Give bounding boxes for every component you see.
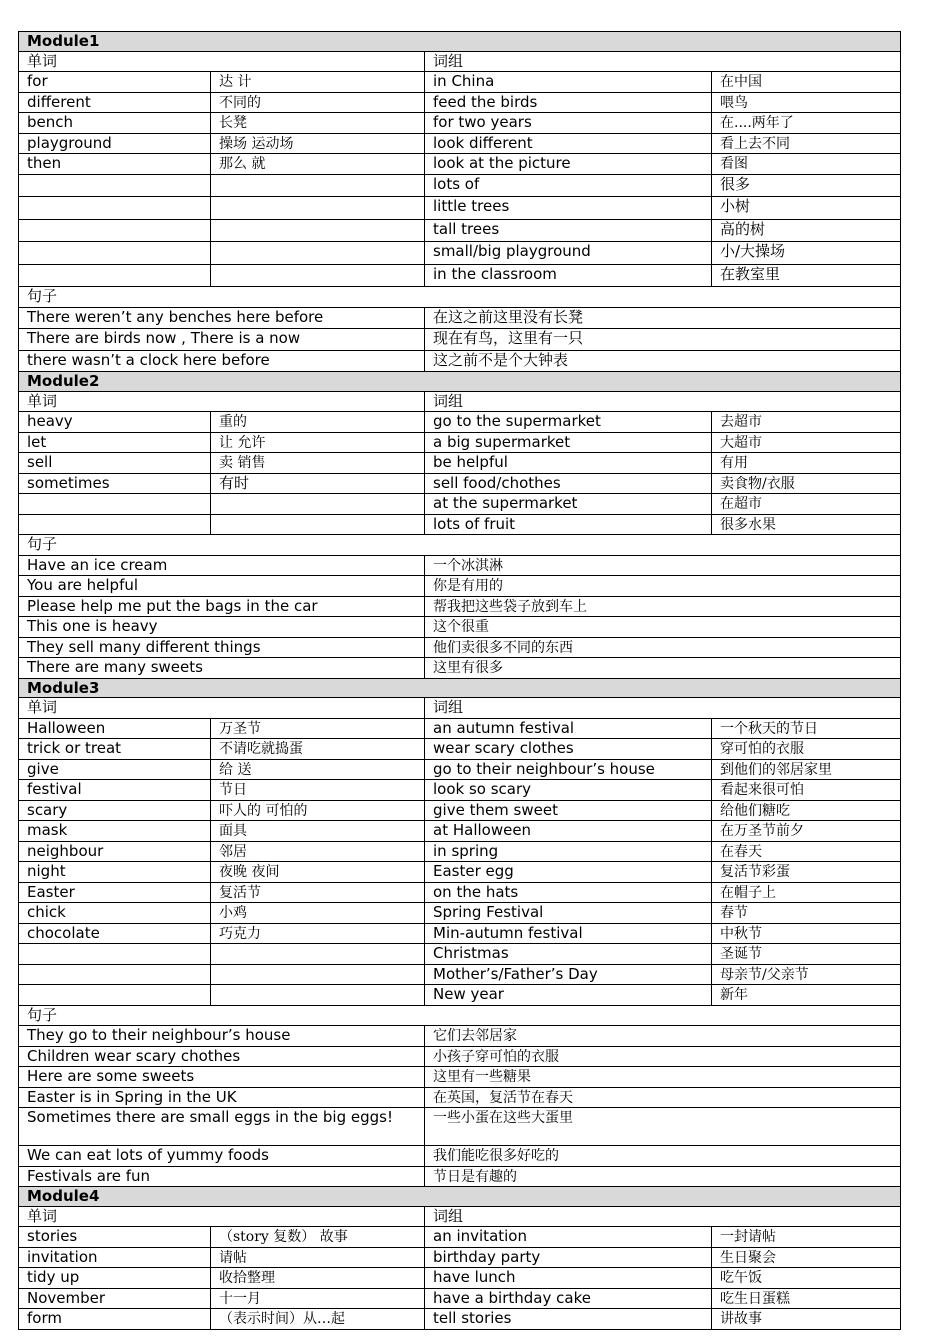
sentence-cn: 你是有用的: [425, 576, 901, 597]
vocab-row: [19, 821, 901, 842]
word-en: festival: [19, 780, 211, 801]
phrase-cn: 一封请帖: [712, 1227, 901, 1248]
sentence-en: There weren’t any benches here before: [19, 307, 425, 329]
sentence-en: Easter is in Spring in the UK: [19, 1087, 425, 1108]
sentence-cn: 这里有很多: [425, 658, 901, 679]
sentence-row: [19, 329, 901, 351]
vocab-row: [19, 514, 901, 535]
sentence-cn: 一个冰淇淋: [425, 555, 901, 576]
sentence-row: [19, 1087, 901, 1108]
phrase-en: tall trees: [425, 219, 712, 242]
phrase-en: give them sweet: [425, 800, 712, 821]
word-cn: [211, 197, 425, 220]
module-title: Module4: [19, 1187, 901, 1207]
word-cn: 邻居: [211, 841, 425, 862]
sentence-row: [19, 1166, 901, 1187]
phrase-en: an invitation: [425, 1227, 712, 1248]
word-en: [19, 985, 211, 1006]
word-en: then: [19, 154, 211, 175]
vocab-row: [19, 964, 901, 985]
vocab-row: [19, 841, 901, 862]
section-header: [19, 698, 901, 719]
sentence-row: [19, 1146, 901, 1167]
vocab-row: [19, 1268, 901, 1289]
sentence-cn: 这个很重: [425, 617, 901, 638]
phrase-cn: 很多: [712, 174, 901, 197]
phrase-en: little trees: [425, 197, 712, 220]
vocab-row: [19, 264, 901, 287]
phrase-cn: 吃生日蛋糕: [712, 1288, 901, 1309]
phrase-en: look different: [425, 133, 712, 154]
phrase-cn: 高的树: [712, 219, 901, 242]
vocab-row: [19, 242, 901, 265]
phrase-cn: 在万圣节前夕: [712, 821, 901, 842]
phrase-cn: 一个秋天的节日: [712, 718, 901, 739]
phrase-en: for two years: [425, 113, 712, 134]
phrase-en: lots of fruit: [425, 514, 712, 535]
word-en: bench: [19, 113, 211, 134]
phrase-cn: 卖食物/衣服: [712, 473, 901, 494]
word-en: November: [19, 1288, 211, 1309]
sentences-label: 句子: [19, 1005, 901, 1026]
word-en: [19, 174, 211, 197]
word-en: night: [19, 862, 211, 883]
phrase-cn: 喂鸟: [712, 92, 901, 113]
sentence-en: They go to their neighbour’s house: [19, 1026, 425, 1047]
word-cn: 巧克力: [211, 923, 425, 944]
phrase-en: wear scary clothes: [425, 739, 712, 760]
word-cn: （表示时间）从…起: [211, 1309, 425, 1330]
phrase-cn: 春节: [712, 903, 901, 924]
sentence-en: there wasn’t a clock here before: [19, 350, 425, 372]
word-cn: [211, 964, 425, 985]
word-en: [19, 219, 211, 242]
sentence-en: There are many sweets: [19, 658, 425, 679]
phrases-label: 词组: [425, 698, 901, 719]
phrase-en: sell food/chothes: [425, 473, 712, 494]
word-en: [19, 514, 211, 535]
word-cn: [211, 944, 425, 965]
word-cn: 有时: [211, 473, 425, 494]
phrase-cn: 讲故事: [712, 1309, 901, 1330]
phrase-en: tell stories: [425, 1309, 712, 1330]
vocab-row: [19, 133, 901, 154]
phrase-en: Christmas: [425, 944, 712, 965]
word-cn: 那么 就: [211, 154, 425, 175]
phrase-en: in China: [425, 72, 712, 93]
word-cn: 吓人的 可怕的: [211, 800, 425, 821]
sentence-row: [19, 555, 901, 576]
vocab-row: [19, 494, 901, 515]
word-en: Easter: [19, 882, 211, 903]
sentence-cn: 它们去邻居家: [425, 1026, 901, 1047]
sentence-cn: 这里有一些糖果: [425, 1067, 901, 1088]
word-cn: 重的: [211, 412, 425, 433]
vocab-row: [19, 944, 901, 965]
vocab-row: [19, 174, 901, 197]
vocabulary-table: [18, 31, 901, 1330]
phrase-cn: 在帽子上: [712, 882, 901, 903]
word-cn: 复活节: [211, 882, 425, 903]
word-cn: 节日: [211, 780, 425, 801]
vocab-row: [19, 882, 901, 903]
sentence-cn: 在这之前这里没有长凳: [425, 307, 901, 329]
vocab-row: [19, 1227, 901, 1248]
phrase-cn: 生日聚会: [712, 1247, 901, 1268]
sentence-row: [19, 350, 901, 372]
section-header: [19, 1206, 901, 1227]
vocab-row: [19, 412, 901, 433]
word-cn: 让 允许: [211, 432, 425, 453]
word-cn: （story 复数） 故事: [211, 1227, 425, 1248]
sentence-row: [19, 1046, 901, 1067]
phrase-cn: 看起来很可怕: [712, 780, 901, 801]
phrase-cn: 到他们的邻居家里: [712, 759, 901, 780]
module-title: Module1: [19, 32, 901, 52]
phrase-en: Min-autumn festival: [425, 923, 712, 944]
sentences-label: 句子: [19, 535, 901, 556]
phrase-cn: 很多水果: [712, 514, 901, 535]
word-en: trick or treat: [19, 739, 211, 760]
word-cn: 不请吃就捣蛋: [211, 739, 425, 760]
phrases-label: 词组: [425, 51, 901, 72]
word-cn: 万圣节: [211, 718, 425, 739]
word-en: stories: [19, 1227, 211, 1248]
phrase-cn: 小树: [712, 197, 901, 220]
phrase-cn: 在教室里: [712, 264, 901, 287]
phrase-en: a big supermarket: [425, 432, 712, 453]
word-cn: [211, 219, 425, 242]
word-en: form: [19, 1309, 211, 1330]
vocab-row: [19, 154, 901, 175]
sentence-en: This one is heavy: [19, 617, 425, 638]
sentence-en: Sometimes there are small eggs in the big eggs!: [19, 1108, 425, 1146]
sentence-row: [19, 576, 901, 597]
module-header: [19, 32, 901, 52]
word-en: [19, 242, 211, 265]
word-en: mask: [19, 821, 211, 842]
word-en: [19, 944, 211, 965]
word-cn: [211, 494, 425, 515]
sentence-en: Here are some sweets: [19, 1067, 425, 1088]
vocab-row: [19, 985, 901, 1006]
phrase-en: go to the supermarket: [425, 412, 712, 433]
sentence-cn: 他们卖很多不同的东西: [425, 637, 901, 658]
phrase-en: in spring: [425, 841, 712, 862]
word-en: tidy up: [19, 1268, 211, 1289]
phrase-en: look at the picture: [425, 154, 712, 175]
phrase-cn: 新年: [712, 985, 901, 1006]
vocab-row: [19, 1288, 901, 1309]
word-en: give: [19, 759, 211, 780]
sentence-row: [19, 637, 901, 658]
word-cn: [211, 264, 425, 287]
sentence-row: [19, 617, 901, 638]
phrase-cn: 在春天: [712, 841, 901, 862]
module-title: Module2: [19, 372, 901, 392]
sentence-cn: 节日是有趣的: [425, 1166, 901, 1187]
phrases-label: 词组: [425, 391, 901, 412]
phrase-en: at Halloween: [425, 821, 712, 842]
vocab-row: [19, 1247, 901, 1268]
sentence-en: You are helpful: [19, 576, 425, 597]
word-en: different: [19, 92, 211, 113]
vocab-row: [19, 72, 901, 93]
phrase-cn: 复活节彩蛋: [712, 862, 901, 883]
word-cn: 十一月: [211, 1288, 425, 1309]
sentence-en: They sell many different things: [19, 637, 425, 658]
word-cn: 操场 运动场: [211, 133, 425, 154]
vocab-row: [19, 219, 901, 242]
word-en: [19, 264, 211, 287]
sentences-label: 句子: [19, 287, 901, 308]
module-title: Module3: [19, 678, 901, 698]
vocab-row: [19, 800, 901, 821]
word-en: sell: [19, 453, 211, 474]
sentence-en: Please help me put the bags in the car: [19, 596, 425, 617]
phrase-cn: 看图: [712, 154, 901, 175]
phrases-label: 词组: [425, 1206, 901, 1227]
sentence-cn: 现在有鸟，这里有一只: [425, 329, 901, 351]
vocab-row: [19, 903, 901, 924]
section-header: [19, 51, 901, 72]
word-cn: 面具: [211, 821, 425, 842]
phrase-en: an autumn festival: [425, 718, 712, 739]
word-cn: 卖 销售: [211, 453, 425, 474]
vocab-row: [19, 197, 901, 220]
phrase-en: Easter egg: [425, 862, 712, 883]
word-en: playground: [19, 133, 211, 154]
word-cn: 长凳: [211, 113, 425, 134]
words-label: 单词: [19, 698, 425, 719]
word-cn: 请帖: [211, 1247, 425, 1268]
phrase-cn: 在中国: [712, 72, 901, 93]
section-header: [19, 391, 901, 412]
module-header: [19, 1187, 901, 1207]
phrase-en: New year: [425, 985, 712, 1006]
vocab-row: [19, 759, 901, 780]
phrase-cn: 吃午饭: [712, 1268, 901, 1289]
phrase-en: on the hats: [425, 882, 712, 903]
word-cn: [211, 242, 425, 265]
phrase-cn: 圣诞节: [712, 944, 901, 965]
word-en: sometimes: [19, 473, 211, 494]
phrase-en: be helpful: [425, 453, 712, 474]
phrase-cn: 给他们糖吃: [712, 800, 901, 821]
phrase-cn: 中秋节: [712, 923, 901, 944]
word-cn: 小鸡: [211, 903, 425, 924]
phrase-cn: 去超市: [712, 412, 901, 433]
phrase-cn: 穿可怕的衣服: [712, 739, 901, 760]
phrase-en: feed the birds: [425, 92, 712, 113]
sentence-en: There are birds now , There is a now: [19, 329, 425, 351]
word-en: for: [19, 72, 211, 93]
phrase-en: small/big playground: [425, 242, 712, 265]
word-en: Halloween: [19, 718, 211, 739]
vocab-row: [19, 432, 901, 453]
sentence-en: We can eat lots of yummy foods: [19, 1146, 425, 1167]
phrase-cn: 在超市: [712, 494, 901, 515]
word-cn: [211, 985, 425, 1006]
word-cn: 给 送: [211, 759, 425, 780]
phrase-en: birthday party: [425, 1247, 712, 1268]
word-en: scary: [19, 800, 211, 821]
sentence-cn: 帮我把这些袋子放到车上: [425, 596, 901, 617]
word-cn: [211, 514, 425, 535]
sentence-cn: 我们能吃很多好吃的: [425, 1146, 901, 1167]
sentence-en: Festivals are fun: [19, 1166, 425, 1187]
phrase-en: at the supermarket: [425, 494, 712, 515]
sentence-row: [19, 596, 901, 617]
vocab-row: [19, 739, 901, 760]
vocab-row: [19, 923, 901, 944]
vocab-row: [19, 862, 901, 883]
word-en: chick: [19, 903, 211, 924]
vocab-row: [19, 718, 901, 739]
vocab-row: [19, 473, 901, 494]
phrase-cn: 大超市: [712, 432, 901, 453]
sentence-row: [19, 1108, 901, 1146]
phrase-cn: 小/大操场: [712, 242, 901, 265]
phrase-cn: 母亲节/父亲节: [712, 964, 901, 985]
word-en: chocolate: [19, 923, 211, 944]
word-en: neighbour: [19, 841, 211, 862]
sentences-header: [19, 1005, 901, 1026]
word-cn: 达 计: [211, 72, 425, 93]
vocab-row: [19, 113, 901, 134]
phrase-cn: 看上去不同: [712, 133, 901, 154]
sentence-row: [19, 307, 901, 329]
vocab-row: [19, 1309, 901, 1330]
sentence-row: [19, 1067, 901, 1088]
sentence-cn: 这之前不是个大钟表: [425, 350, 901, 372]
word-en: heavy: [19, 412, 211, 433]
module-header: [19, 372, 901, 392]
phrase-en: have lunch: [425, 1268, 712, 1289]
sentence-cn: 在英国，复活节在春天: [425, 1087, 901, 1108]
phrase-en: go to their neighbour’s house: [425, 759, 712, 780]
module-header: [19, 678, 901, 698]
words-label: 单词: [19, 391, 425, 412]
words-label: 单词: [19, 1206, 425, 1227]
vocab-row: [19, 780, 901, 801]
phrase-en: Spring Festival: [425, 903, 712, 924]
word-en: let: [19, 432, 211, 453]
word-cn: 收拾整理: [211, 1268, 425, 1289]
vocab-row: [19, 92, 901, 113]
sentence-en: Have an ice cream: [19, 555, 425, 576]
phrase-cn: 有用: [712, 453, 901, 474]
vocab-row: [19, 453, 901, 474]
word-cn: [211, 174, 425, 197]
sentence-row: [19, 658, 901, 679]
sentence-cn: 一些小蛋在这些大蛋里: [425, 1108, 901, 1146]
phrase-en: look so scary: [425, 780, 712, 801]
sentences-header: [19, 535, 901, 556]
phrase-en: lots of: [425, 174, 712, 197]
words-label: 单词: [19, 51, 425, 72]
sentence-en: Children wear scary chothes: [19, 1046, 425, 1067]
word-en: invitation: [19, 1247, 211, 1268]
word-en: [19, 197, 211, 220]
sentence-row: [19, 1026, 901, 1047]
phrase-en: Mother’s/Father’s Day: [425, 964, 712, 985]
sentence-cn: 小孩子穿可怕的衣服: [425, 1046, 901, 1067]
phrase-en: in the classroom: [425, 264, 712, 287]
sentences-header: [19, 287, 901, 308]
word-en: [19, 964, 211, 985]
word-cn: 夜晚 夜间: [211, 862, 425, 883]
word-cn: 不同的: [211, 92, 425, 113]
phrase-en: have a birthday cake: [425, 1288, 712, 1309]
phrase-cn: 在....两年了: [712, 113, 901, 134]
word-en: [19, 494, 211, 515]
